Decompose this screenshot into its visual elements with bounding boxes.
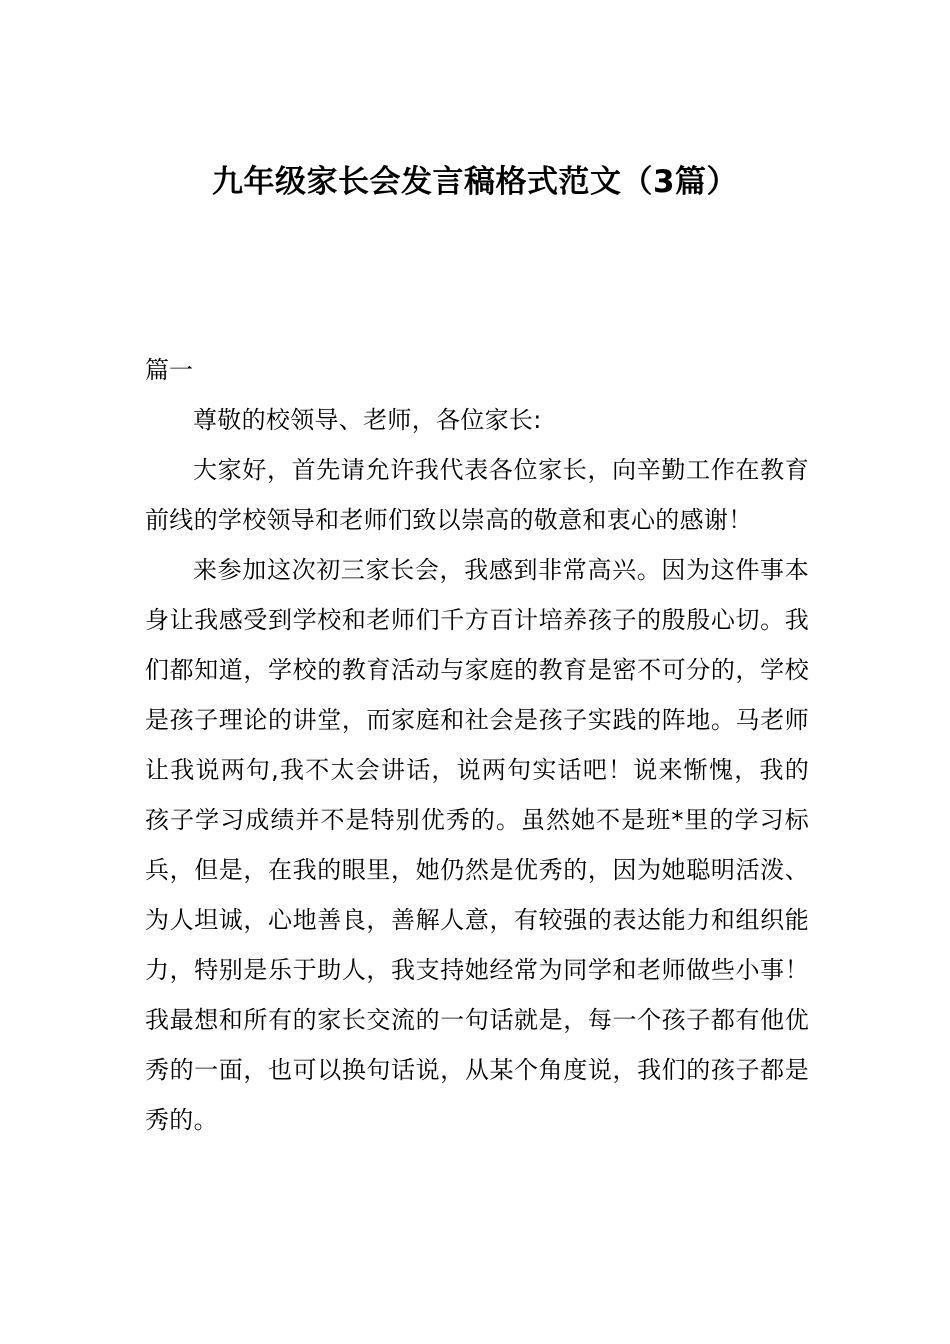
body-paragraph: 来参加这次初三家长会，我感到非常高兴。因为这件事本身让我感受到学校和老师们千方百计培养孩子的殷殷心切。我们都知道，学校的教育活动与家庭的教育是密不可分的，学校是孩子理论的讲堂，而家庭和社会是孩子实践的阵地。马老师让我说两句,我不太会讲话，说两句实话吧！说来惭愧，我的孩子学习成绩并不是特别优秀的。虽然她不是班*里的学习标兵，但是，在我的眼里，她仍然是优秀的，因为她聪明活泼、为人坦诚，心地善良，善解人意，有较强的表达能力和组织能力，特别是乐于助人，我支持她经常为同学和老师做些小事！我最想和所有的家长交流的一句话就是，每一个孩子都有他优秀的一面，也可以换句话说，从某个角度说，我们的孩子都是秀的。 xyxy=(145,556,809,1134)
section-label: 篇一 xyxy=(145,356,193,384)
salutation-paragraph: 尊敬的校领导、老师，各位家长: xyxy=(193,406,542,434)
document-title: 九年级家长会发言稿格式范文（3篇） xyxy=(211,164,739,200)
document-body xyxy=(145,395,809,1145)
greeting-paragraph: 大家好，首先请允许我代表各位家长，向辛勤工作在教育前线的学校领导和老师们致以崇高的敬意和衷心的感谢！ xyxy=(145,456,809,534)
